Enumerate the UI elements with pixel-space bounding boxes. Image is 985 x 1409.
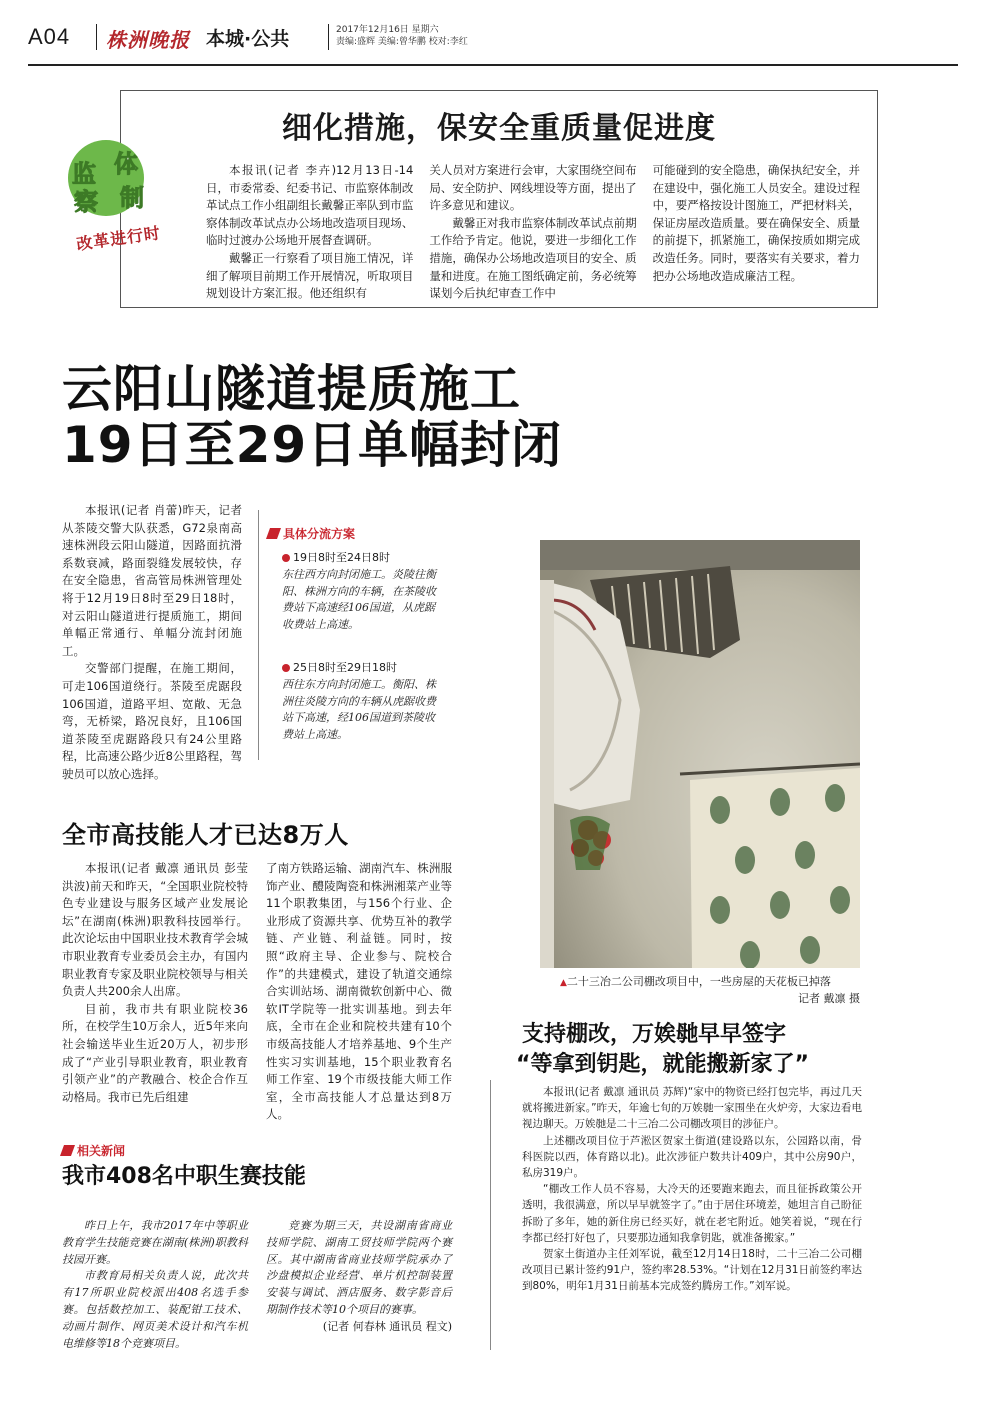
article3-col2 xyxy=(266,860,452,1124)
plan-item-body: 西往东方向封闭施工。衡阳、株洲往炎陵方向的车辆从虎踞收费站下高速，经106国道到茶陵收费站上高速。 xyxy=(282,677,436,742)
plan-item-head: 19日8时至24日8时 xyxy=(293,551,390,564)
badge-char: 察 xyxy=(74,188,98,216)
badge-char: 体 xyxy=(114,150,138,178)
caption-text: 二十三冶二公司棚改项目中，一些房屋的天花板已掉落 xyxy=(566,975,831,988)
header-rule xyxy=(28,64,958,66)
article4-col1 xyxy=(62,1218,248,1352)
byline: (记者 何春林 通讯员 程文) xyxy=(322,1319,452,1333)
plan-item xyxy=(282,550,442,634)
paragraph: 戴馨正一行察看了项目施工情况，详细了解项目前期工作开展情况，听取项目规划设计方案汇报。他还组织有 xyxy=(206,250,414,301)
date-line: 2017年12月16日 星期六 xyxy=(336,25,439,35)
paragraph: 昨日上午，我市2017年中等职业教育学生技能竞赛在湖南(株洲)职教科技园开赛。 xyxy=(62,1219,248,1266)
column-rule xyxy=(258,510,259,760)
article5-title-line2: “等拿到钥匙，就能搬新家了” xyxy=(516,1052,809,1077)
newspaper-logo: 株洲晚报 xyxy=(106,28,190,52)
paragraph: 本报讯(记者 戴凛 通讯员 彭莹 洪波)前天和昨天，“全国职业院校特色专业建设与服务区域产业发展论坛”在湖南(株洲)职教科技园举行。此次论坛由中国职业技术教育学会城市职业教育专业委员会主办，有国内职业教育专家及职业院校领导与相关负责人共200余人出席。 xyxy=(62,861,248,999)
staff-line: 责编:盛辉 美编:曾华鹏 校对:李红 xyxy=(336,37,468,47)
paragraph: 交警部门提醒，在施工期间，可走106国道绕行。茶陵至虎踞段106国道，道路平坦、宽敞、无急弯，无桥梁，路况良好，且106国道茶陵至虎踞路段只有24公里路程，比高速公路少近8公里路程，驾驶员可以放心选择。 xyxy=(62,661,242,781)
paragraph: 本报讯(记者 戴凛 通讯员 苏辉)“家中的物资已经打包完毕，再过几天就将搬进新家。”昨天，年逾七旬的万娭毑一家围坐在火炉旁，大家边看电视边聊天。万娭毑是二十三冶二公司棚改项目的涉征户。 xyxy=(522,1086,862,1131)
paragraph: 关人员对方案进行会审，大家围绕空间布局、安全防护、网线埋设等方面，提出了许多意见和建议。 xyxy=(429,163,637,213)
article3-title: 全市高技能人才已达8万人 xyxy=(62,821,349,849)
divider xyxy=(96,24,97,50)
paragraph: 竞赛为期三天，共设湖南省商业技师学院、湖南工贸技师学院两个赛区。其中湖南省商业技师学院承办了沙盘模拟企业经营、单片机控制装置安装与调试、酒店服务、数字影音后期制作技术等10个项目的赛事。 xyxy=(266,1219,452,1316)
article3-col1 xyxy=(62,860,248,1124)
column-rule xyxy=(490,1080,491,1350)
article4-col2 xyxy=(266,1218,452,1352)
paragraph: 市教育局相关负责人说，此次共有17所职业院校派出408名选手参赛。包括数控加工、装配钳工技术、动画片制作、网页美术设计和汽车机电维修等18个竞赛项目。 xyxy=(62,1269,248,1350)
divider xyxy=(328,24,329,50)
badge-subtitle: 改革进行时 xyxy=(75,223,163,254)
plan-label: 具体分流方案 xyxy=(268,525,355,542)
article4-title: 我市408名中职生赛技能 xyxy=(62,1164,306,1189)
paragraph: 贺家土街道办主任刘军说，截至12月14日18时，二十三冶二公司棚改项目已累计签约91户，签约率28.53%。“计划在12月31日前签约率达到80%，明年1月31日前基本完成签约腾房工作。”刘军说。 xyxy=(522,1248,862,1293)
paragraph: 目前，我市共有职业院校36所，在校学生10万余人，近5年来向社会输送毕业生近20万人，初步形成了“产业引导职业教育，职业教育引领产业”的产教融合、校企合作互动格局。我市已先后组建 xyxy=(62,1001,248,1104)
article2-title-line1: 云阳山隧道提质施工 xyxy=(62,360,521,418)
article1-col2 xyxy=(429,162,636,303)
badge-char: 制 xyxy=(120,184,144,212)
article2-title-line2: 19日至29日单幅封闭 xyxy=(62,416,563,474)
paragraph: 可能碰到的安全隐患，确保执纪安全，并在建设中，强化施工人员安全。建设过程中，要严格按设计图施工，严把材料关，保证房屋改造质量。要在确保安全、质量的前提下，抓紧施工，确保按质如期完成改造任务。同时，要落实有关要求，着力把办公场地改造成廉洁工程。 xyxy=(652,163,860,283)
paragraph: “棚改工作人员不容易，大冷天的还要跑来跑去，而且征拆政策公开透明，我很满意，所以早早就签字了。”由于居住环境差，她坦言自己盼征拆盼了多年，她的新住房已经买好，就在老宅附近。她笑着说，“现在行李都已经打好包了，只要那边通知我拿钥匙，就准备搬家。” xyxy=(522,1183,862,1244)
article1-body xyxy=(206,162,860,303)
plan-item-head: 25日8时至29日18时 xyxy=(293,661,397,674)
article1-title: 细化措施，保安全重质量促进度 xyxy=(282,111,716,146)
triangle-icon: ▲ xyxy=(560,978,567,988)
article1-col3 xyxy=(653,162,860,303)
photo-ceiling xyxy=(540,540,860,968)
badge-char: 监 xyxy=(72,160,96,188)
plan-item xyxy=(282,660,442,744)
article5-body xyxy=(522,1084,862,1295)
article3-body xyxy=(62,860,452,1124)
article5-title-line1: 支持棚改，万娭毑早早签字 xyxy=(522,1022,787,1047)
header-meta xyxy=(336,24,468,48)
paragraph: 本报讯(记者 李卉)12月13日-14日，市委常委、纪委书记、市监察体制改革试点工作小组副组长戴馨正率队到市监察体制改革试点办公场地改造项目现场、临时过渡办公场地开展督查调研。 xyxy=(206,163,414,248)
reform-badge xyxy=(60,140,170,260)
related-news-label: 相关新闻 xyxy=(62,1142,125,1159)
photo-caption xyxy=(560,974,860,1007)
photo-credit: 记者 戴凛 摄 xyxy=(798,992,860,1005)
paragraph: 了南方铁路运输、湖南汽车、株洲服饰产业、醴陵陶瓷和株洲湘菜产业等11个职教集团，与156个行业、企业形成了资源共享、优势互补的教学链、产业链、利益链。同时，按照“政府主导、企业参与、院校合作”的共建模式，建设了轨道交通综合实训站场、湖南微软创新中心、微软IT学院等一批实训基地。到去年底，全市在企业和院校共建有10个市级高技能人才培养基地、9个生产性实习实训基地，15个职业教育名师工作室、19个市级技能大师工作室，全市高技能人才总量达到8万人。 xyxy=(266,861,452,1122)
paragraph: 上述棚改项目位于芦淞区贺家土街道(建设路以东，公园路以南，骨科医院以西，体育路以北)。此次涉征户数共计409户，其中公房90户，私房319户。 xyxy=(522,1134,862,1180)
paragraph: 本报讯(记者 肖蕾)昨天，记者从茶陵交警大队获悉，G72泉南高速株洲段云阳山隧道，因路面抗滑系数衰减，路面裂缝发展较快，存在安全隐患，省高管局株洲管理处将于12月19日8时至29日18时，对云阳山隧道进行提质施工，期间单幅正常通行、单幅分流封闭施工。 xyxy=(62,503,242,658)
page-header xyxy=(28,20,958,54)
paragraph: 戴馨正对我市监察体制改革试点前期工作给予肯定。他说，要进一步细化工作措施，确保办公场地改造项目的安全、质量和进度。在施工图纸确定前，务必统筹谋划今后执纪审查工作中 xyxy=(429,215,637,301)
article4-body xyxy=(62,1218,452,1352)
page-number: A04 xyxy=(28,24,71,49)
article2-body xyxy=(62,502,242,784)
section-title: 本城·公共 xyxy=(206,28,290,50)
article1-col1 xyxy=(206,162,413,303)
plan-item-body: 东往西方向封闭施工。炎陵往衡阳、株洲方向的车辆，在茶陵收费站下高速经106国道，从虎踞收费站上高速。 xyxy=(282,567,436,632)
